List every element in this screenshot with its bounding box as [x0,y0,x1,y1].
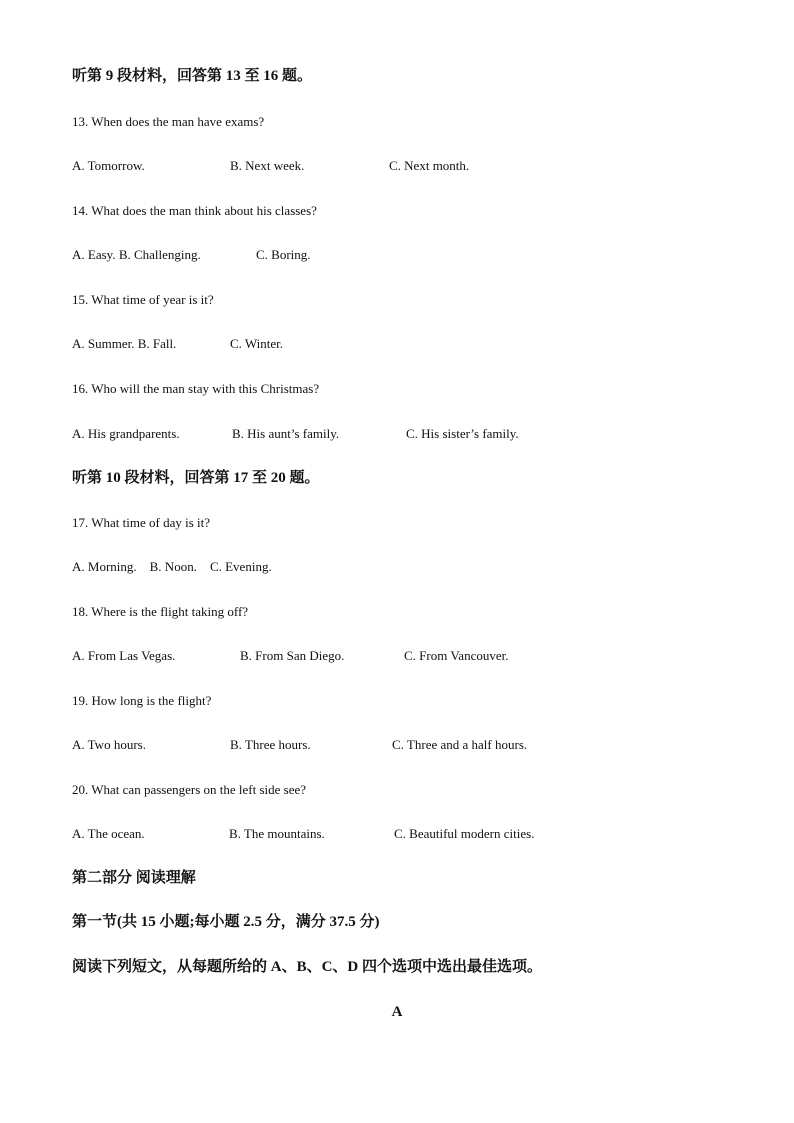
q20-option-c: C. Beautiful modern cities. [394,826,535,841]
q18-option-b: B. From San Diego. [240,648,345,663]
q16-option-c: C. His sister’s family. [406,426,519,441]
question-14: 14. What does the man think about his classes? [72,203,317,218]
section10-heading: 听第 10 段材料，回答第 17 至 20 题。 [72,470,320,486]
q18-option-c: C. From Vancouver. [404,648,509,663]
q15-option-c: C. Winter. [230,336,284,351]
q19-option-b: B. Three hours. [230,737,311,752]
q18-option-a: A. From Las Vegas. [72,648,176,663]
passage-label: A [391,1004,403,1020]
q16-option-a: A. His grandparents. [72,426,180,441]
q19-option-a: A. Two hours. [72,737,146,752]
question-19: 19. How long is the flight? [72,693,212,708]
question-18: 18. Where is the flight taking off? [72,604,249,619]
reading-instructions: 阅读下列短文，从每题所给的 A、B、C、D 四个选项中选出最佳选项。 [72,959,543,975]
q15-options-ab: A. Summer. B. Fall. [72,336,177,351]
q20-option-a: A. The ocean. [72,826,145,841]
question-16: 16. Who will the man stay with this Christmas? [72,381,320,396]
q16-option-b: B. His aunt’s family. [232,426,340,441]
section1-heading: 第一节(共 15 小题;每小题 2.5 分，满分 37.5 分) [72,914,380,930]
q13-option-b: B. Next week. [230,158,305,173]
question-20: 20. What can passengers on the left side see? [72,782,307,797]
q13-option-a: A. Tomorrow. [72,158,145,173]
q17-options: A. Morning. B. Noon. C. Evening. [72,559,272,574]
q14-options-ab: A. Easy. B. Challenging. [72,247,201,262]
question-17: 17. What time of day is it? [72,515,211,530]
question-15: 15. What time of year is it? [72,292,214,307]
part2-heading: 第二部分 阅读理解 [72,870,196,886]
q14-option-c: C. Boring. [256,247,311,262]
question-13: 13. When does the man have exams? [72,114,265,129]
q13-option-c: C. Next month. [389,158,470,173]
q19-option-c: C. Three and a half hours. [392,737,528,752]
section9-heading: 听第 9 段材料，回答第 13 至 16 题。 [72,68,313,84]
q20-option-b: B. The mountains. [229,826,325,841]
